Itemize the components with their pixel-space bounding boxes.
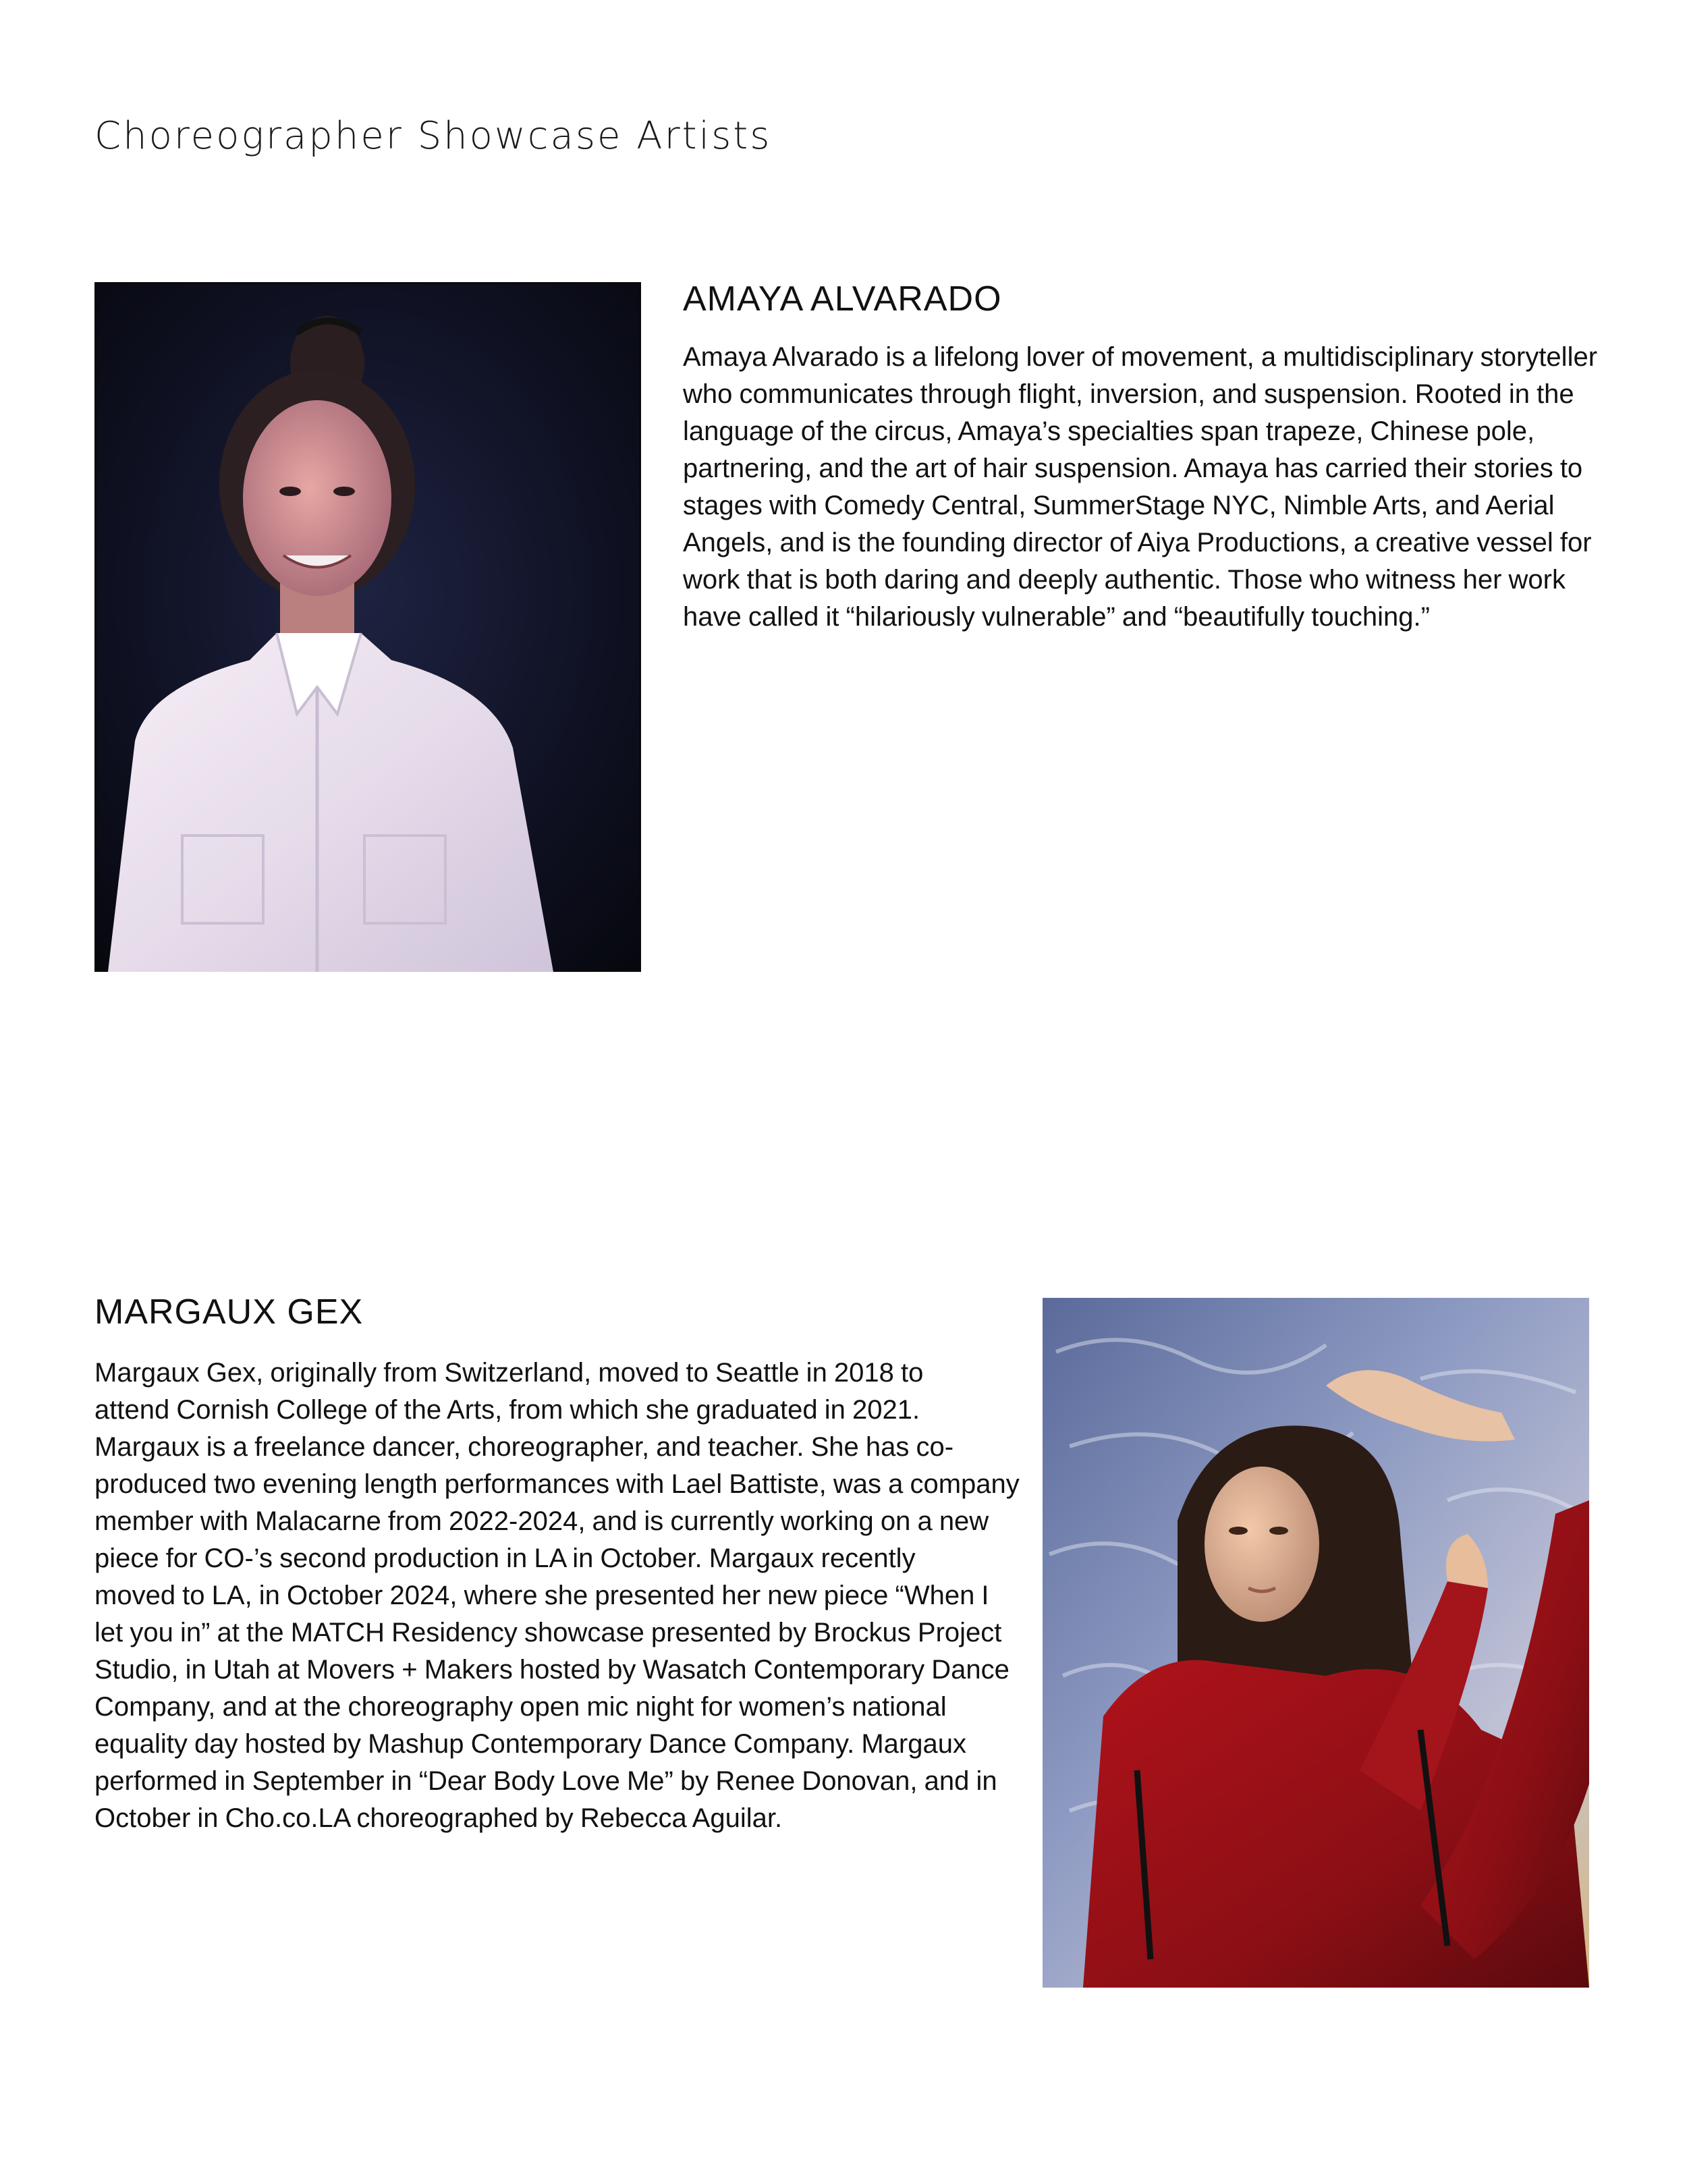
artist-name-amaya-alvarado: AMAYA ALVARADO bbox=[683, 279, 1002, 319]
bio-line: Studio, in Utah at Movers + Makers hosted by Wasatch Contemporary Dance bbox=[94, 1655, 1010, 1685]
bio-line: performed in September in “Dear Body Love Me” by Renee Donovan, and in bbox=[94, 1766, 997, 1796]
page-title: Choreographer Showcase Artists bbox=[94, 114, 772, 158]
bio-line: piece for CO-’s second production in LA in October. Margaux recently bbox=[94, 1544, 916, 1573]
bio-line: Angels, and is the founding director of Aiya Productions, a creative vessel for bbox=[683, 528, 1592, 557]
bio-line: who communicates through flight, inversion, and suspension. Rooted in the bbox=[683, 379, 1574, 409]
margaux-gex-portrait-photo bbox=[1043, 1298, 1589, 1988]
bio-line: Amaya Alvarado is a lifelong lover of movement, a multidisciplinary storyteller bbox=[683, 342, 1598, 372]
artist-bio-amaya-alvarado bbox=[683, 339, 1621, 636]
bio-line: let you in” at the MATCH Residency showcase presented by Brockus Project bbox=[94, 1618, 1002, 1647]
bio-line: language of the circus, Amaya’s specialties span trapeze, Chinese pole, bbox=[683, 416, 1535, 446]
bio-line: October in Cho.co.LA choreographed by Rebecca Aguilar. bbox=[94, 1803, 783, 1833]
bio-line: attend Cornish College of the Arts, from which she graduated in 2021. bbox=[94, 1395, 920, 1425]
artist-bio-margaux-gex bbox=[94, 1355, 1020, 1837]
bio-line: Margaux is a freelance dancer, choreographer, and teacher. She has co- bbox=[94, 1432, 954, 1462]
bio-line: partnering, and the art of hair suspension. Amaya has carried their stories to bbox=[683, 454, 1583, 483]
artist-name-margaux-gex: MARGAUX GEX bbox=[94, 1292, 364, 1332]
bio-line: moved to LA, in October 2024, where she presented her new piece “When I bbox=[94, 1581, 989, 1610]
bio-line: have called it “hilariously vulnerable” and “beautifully touching.” bbox=[683, 602, 1430, 632]
bio-line: produced two evening length performances with Lael Battiste, was a company bbox=[94, 1469, 1020, 1499]
bio-line: stages with Comedy Central, SummerStage NYC, Nimble Arts, and Aerial bbox=[683, 491, 1555, 520]
bio-line: Company, and at the choreography open mic night for women’s national bbox=[94, 1692, 947, 1722]
bio-line: equality day hosted by Mashup Contemporary Dance Company. Margaux bbox=[94, 1729, 966, 1759]
bio-line: member with Malacarne from 2022-2024, and is currently working on a new bbox=[94, 1506, 989, 1536]
bio-line: work that is both daring and deeply authentic. Those who witness her work bbox=[683, 565, 1566, 595]
amaya-alvarado-portrait-photo bbox=[94, 282, 641, 972]
bio-line: Margaux Gex, originally from Switzerland, moved to Seattle in 2018 to bbox=[94, 1358, 924, 1388]
